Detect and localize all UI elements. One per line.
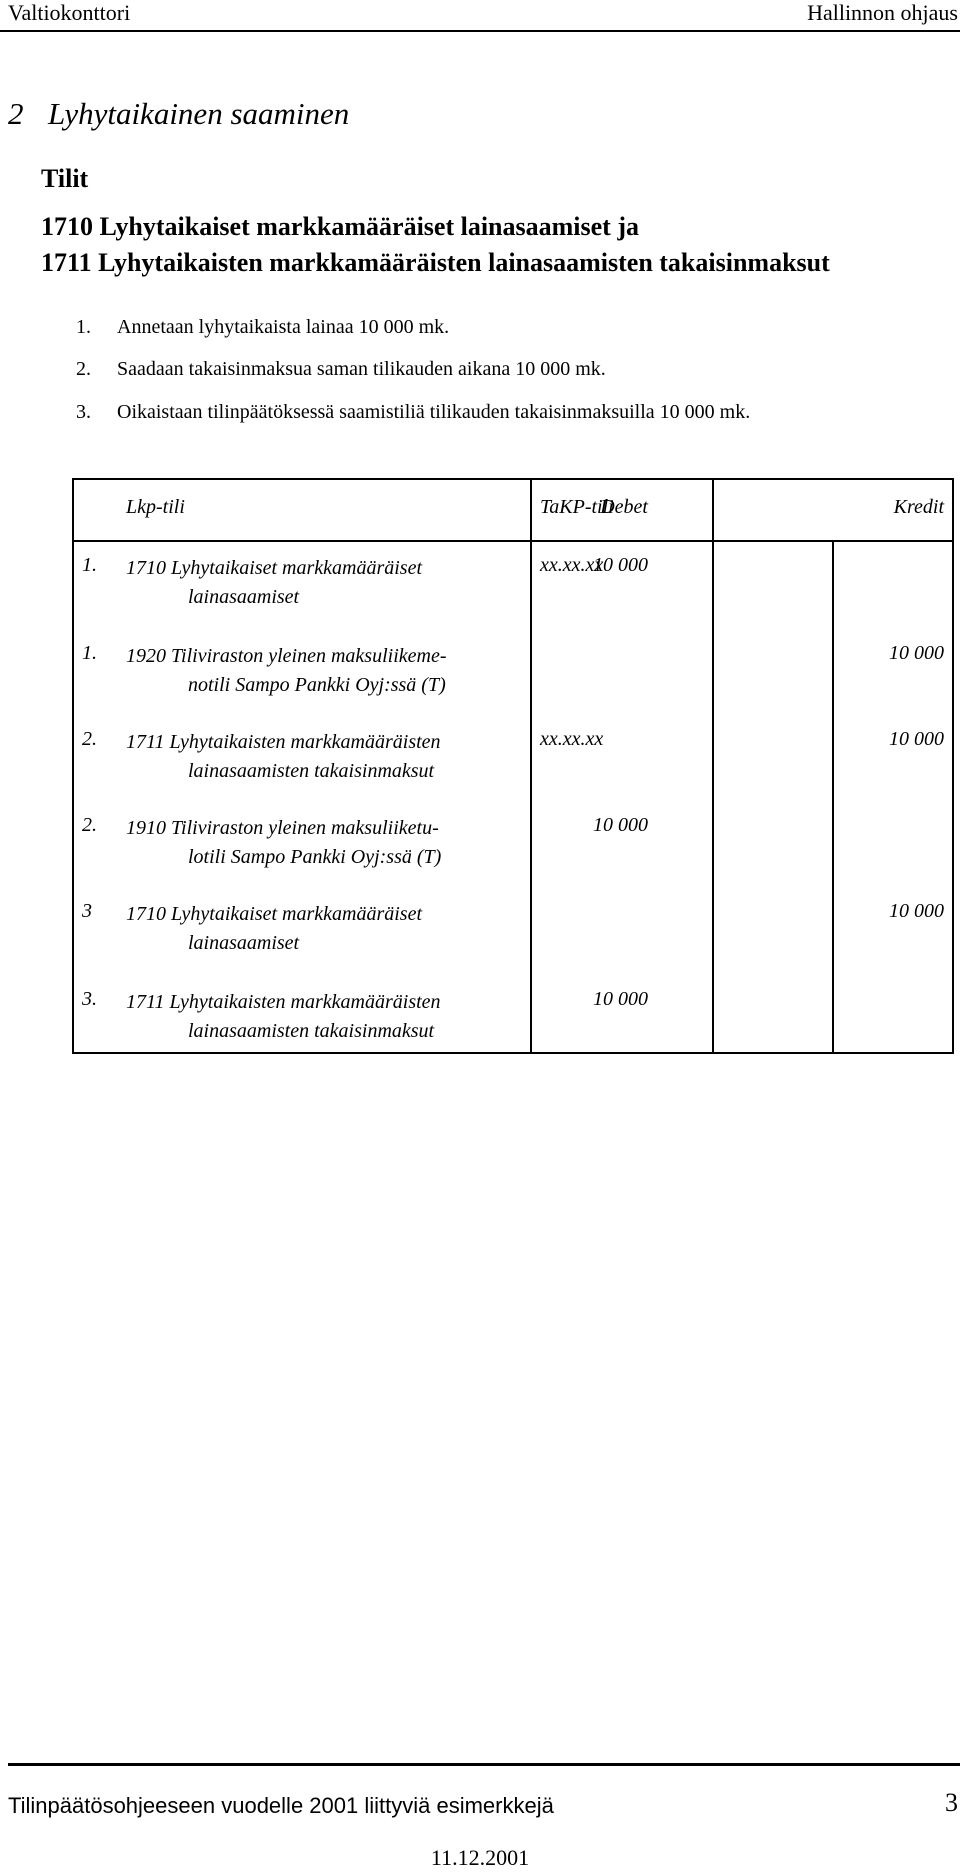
account-cell — [126, 642, 521, 700]
footer-date: 11.12.2001 — [430, 1845, 530, 1870]
takp-cell: xx.xx.xx — [540, 728, 604, 750]
kredit-cell: 10 000 — [889, 728, 944, 750]
account-line: lainasaamiset — [188, 586, 300, 608]
takp-cell: xx.xx.xx — [540, 554, 604, 576]
account-line: notili Sampo Pankki Oyj:ssä (T) — [188, 674, 446, 696]
entry-number: 1. — [82, 554, 97, 576]
header-section: Hallinnon ohjaus — [807, 0, 958, 25]
debet-cell: 10 000 — [593, 814, 648, 836]
account-cell — [126, 988, 521, 1046]
account-line: 1910 Tiliviraston yleinen maksuliiketu- — [126, 817, 439, 839]
debet-cell: 10 000 — [593, 554, 648, 576]
account-line: 1710 Lyhytaikaiset markkamääräiset — [126, 903, 423, 925]
column-header-debet: Debet — [600, 496, 648, 518]
account-line: 1710 Lyhytaikaiset markkamääräiset — [126, 557, 423, 579]
account-line-1710: 1710 Lyhytaikaiset markkamääräiset lainasaamiset ja — [41, 212, 639, 241]
step-number: 2. — [76, 358, 91, 380]
section-heading: Lyhytaikainen saaminen — [48, 96, 350, 131]
kredit-cell: 10 000 — [889, 900, 944, 922]
kredit-cell: 10 000 — [889, 642, 944, 664]
page-number: 3 — [945, 1788, 958, 1817]
page-header — [0, 0, 960, 34]
step-number: 3. — [76, 401, 91, 423]
account-line: 1711 Lyhytaikaisten markkamääräisten — [126, 731, 441, 753]
entry-number: 2. — [82, 728, 97, 750]
subtitle: Tilit — [41, 164, 89, 193]
step-text: Oikaistaan tilinpäätöksessä saamistiliä tilikauden takaisinmaksuilla 10 000 mk. — [117, 401, 751, 423]
account-line: lainasaamisten takaisinmaksut — [188, 760, 435, 782]
account-line: lainasaamiset — [188, 932, 300, 954]
entry-number: 1. — [82, 642, 97, 664]
step-number: 1. — [76, 316, 91, 338]
column-header-kredit: Kredit — [893, 496, 944, 518]
column-header-takp: TaKP-tili — [540, 496, 614, 518]
account-cell — [126, 554, 521, 612]
footer-divider — [8, 1763, 960, 1766]
entry-number: 3 — [82, 900, 92, 922]
account-cell — [126, 728, 521, 786]
section-title — [8, 96, 349, 132]
header-divider — [0, 30, 960, 32]
column-divider — [530, 480, 532, 1052]
header-row-divider — [74, 540, 952, 542]
entries-table — [72, 478, 954, 1054]
account-line: 1711 Lyhytaikaisten markkamääräisten — [126, 991, 441, 1013]
column-divider — [712, 480, 714, 1052]
header-org: Valtiokonttori — [8, 0, 131, 25]
account-line: lotili Sampo Pankki Oyj:ssä (T) — [188, 846, 442, 868]
step-text: Annetaan lyhytaikaista lainaa 10 000 mk. — [117, 316, 450, 338]
entry-number: 2. — [82, 814, 97, 836]
footer-title: Tilinpäätösohjeeseen vuodelle 2001 liittyviä esimerkkejä — [8, 1793, 554, 1818]
entry-number: 3. — [82, 988, 97, 1010]
account-cell — [126, 814, 521, 872]
account-line: lainasaamisten takaisinmaksut — [188, 1020, 435, 1042]
step-text: Saadaan takaisinmaksua saman tilikauden aikana 10 000 mk. — [117, 358, 606, 380]
account-line-1711: 1711 Lyhytaikaisten markkamääräisten lainasaamisten takaisinmaksut — [41, 248, 830, 277]
account-line: 1920 Tiliviraston yleinen maksuliikeme- — [126, 645, 447, 667]
column-header-lkp: Lkp-tili — [126, 496, 185, 518]
debet-cell: 10 000 — [593, 988, 648, 1010]
section-number: 2 — [8, 96, 24, 131]
account-cell — [126, 900, 521, 958]
column-divider — [832, 540, 834, 1052]
